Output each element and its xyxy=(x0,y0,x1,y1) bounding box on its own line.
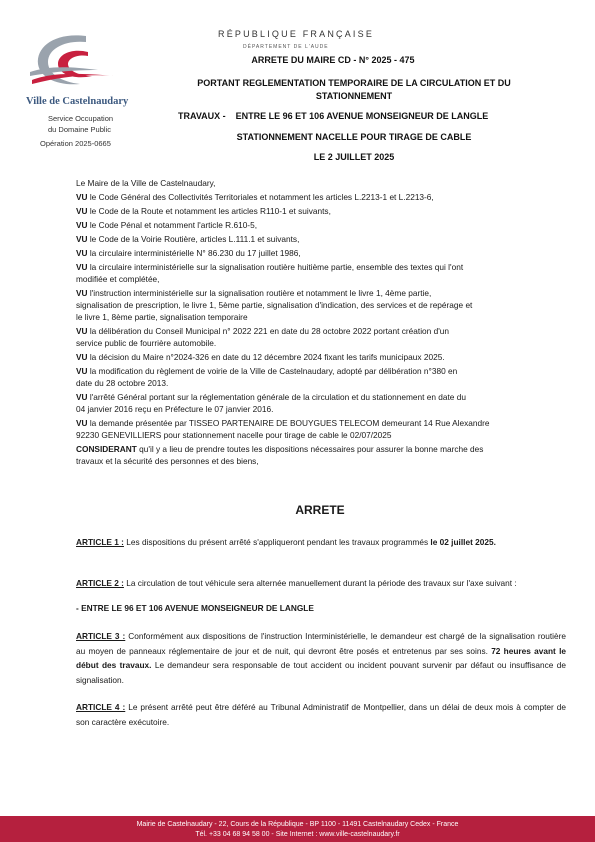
castelnaudary-logo xyxy=(28,30,118,92)
considerant-line-cont: travaux et la sécurité des personnes et des biens, xyxy=(76,456,259,466)
decree-title-line2: STATIONNEMENT xyxy=(315,91,393,101)
vu-line: VU la demande présentée par TISSEO PARTENAIRE DE BOUYGUES TELECOM demeurant 14 Rue Alexandre xyxy=(76,418,490,428)
vu-line: VU la décision du Maire n°2024-326 en date du 12 décembre 2024 fixant les tarifs municipaux 2025. xyxy=(76,352,445,362)
considerant-line: CONSIDERANT qu'il y a lieu de prendre toutes les dispositions nécessaires pour assurer la bonne marche des xyxy=(76,444,484,454)
decree-number: ARRETE DU MAIRE CD - N° 2025 - 475 xyxy=(251,55,415,65)
decree-date: LE 2 JUILLET 2025 xyxy=(313,152,395,162)
footer-address: Mairie de Castelnaudary - 22, Cours de la République - BP 1100 - 11491 Castelnaudary Cedex - France xyxy=(136,821,459,828)
intro-line: Le Maire de la Ville de Castelnaudary, xyxy=(76,178,216,188)
article-4: ARTICLE 4 : Le présent arrêté peut être déféré au Tribunal Administratif de Montpellier, dans un délai de deux mois à compter de son caractère exécutoire. xyxy=(76,702,566,727)
republic-heading: RÉPUBLIQUE FRANÇAISE xyxy=(218,29,375,39)
vu-label: VU xyxy=(76,192,88,202)
footer-band xyxy=(0,816,595,842)
vu-line: VU la circulaire interministérielle sur la signalisation routière huitième partie, ensemble des textes qui l'ont xyxy=(76,262,464,272)
vu-line-cont: 92230 GENEVILLIERS pour stationnement nacelle pour tirage de cable le 02/07/2025 xyxy=(76,430,392,440)
vu-line-cont: modifiée et complétée, xyxy=(76,274,160,284)
article-3: ARTICLE 3 : Conformément aux dispositions de l'instruction Interministérielle, le demandeur est chargé de la signalisation routière au moyen de panneaux réglementaire de jour et de nuit, qui devront être posés et entretenus par ses soins. 72 heures avant le début des travaux. Le demandeur sera responsable de tout accident ou incident pouvant survenir par défaut ou insuffisance de signalisation. xyxy=(76,631,566,685)
vu-label: VU xyxy=(76,234,88,244)
article-2-item: - ENTRE LE 96 ET 106 AVENUE MONSEIGNEUR DE LANGLE xyxy=(76,603,314,613)
vu-line: VU le Code Général des Collectivités Territoriales et notamment les articles L.2213-1 et L.2213-6, xyxy=(76,192,434,202)
vu-line: VU le Code de la Route et notamment les articles R110-1 et suivants, xyxy=(76,206,331,216)
vu-line-cont: 04 janvier 2016 reçu en Préfecture le 07 janvier 2016. xyxy=(76,404,274,414)
article-2-label: ARTICLE 2 : xyxy=(76,578,124,588)
vu-line-cont: service public de fourrière automobile. xyxy=(76,338,217,348)
article-2: ARTICLE 2 : La circulation de tout véhicule sera alternée manuellement durant la période des travaux sur l'axe suivant : xyxy=(76,578,517,588)
decree-title-line1: PORTANT REGLEMENTATION TEMPORAIRE DE LA CIRCULATION ET DU xyxy=(197,78,511,88)
vu-line: VU le Code Pénal et notamment l'article R.610-5, xyxy=(76,220,257,230)
vu-label: VU xyxy=(76,248,88,258)
operation-number: Opération 2025-0665 xyxy=(40,139,111,148)
decree-subject: STATIONNEMENT NACELLE POUR TIRAGE DE CABLE xyxy=(236,132,472,142)
article-1: ARTICLE 1 : Les dispositions du présent arrêté s'appliqueront pendant les travaux programmés le 02 juillet 2025. xyxy=(76,537,496,547)
arrete-heading: ARRETE xyxy=(295,503,345,517)
vu-label: VU xyxy=(76,366,88,376)
vu-label: VU xyxy=(76,418,88,428)
vu-label: VU xyxy=(76,206,88,216)
department-heading: DÉPARTEMENT DE L'AUDE xyxy=(243,44,329,50)
service-label-line1: Service Occupation xyxy=(48,114,114,123)
vu-line: VU la modification du règlement de voirie de la Ville de Castelnaudary, adopté par délibération n°380 en xyxy=(76,366,458,376)
vu-line: VU la circulaire interministérielle N° 86.230 du 17 juillet 1986, xyxy=(76,248,301,258)
vu-line-cont: signalisation de prescription, le livre 1, 5ème partie, signalisation d'indication, des services et de repérage et xyxy=(76,300,473,310)
footer-contact: Tél. +33 04 68 94 58 00 - Site Internet : www.ville-castelnaudary.fr xyxy=(195,831,400,838)
vu-label: VU xyxy=(76,392,88,402)
vu-label: VU xyxy=(76,352,88,362)
city-name: Ville de Castelnaudary xyxy=(26,96,129,107)
vu-line: VU la délibération du Conseil Municipal n° 2022 221 en date du 28 octobre 2022 portant création d'un xyxy=(76,326,450,336)
vu-label: VU xyxy=(76,288,88,298)
vu-line: VU l'arrêté Général portant sur la réglementation générale de la circulation et du stationnement en date du xyxy=(76,392,466,402)
article-3-label: ARTICLE 3 : xyxy=(76,631,126,641)
vu-line: VU le Code de la Voirie Routière, articles L.111.1 et suivants, xyxy=(76,234,300,244)
vu-label: VU xyxy=(76,326,88,336)
works-location: TRAVAUX - ENTRE LE 96 ET 106 AVENUE MONSEIGNEUR DE LANGLE xyxy=(178,111,489,121)
vu-label: VU xyxy=(76,220,88,230)
service-label-line2: du Domaine Public xyxy=(48,125,111,134)
vu-line-cont: date du 28 octobre 2013. xyxy=(76,378,169,388)
vu-line: VU l'instruction interministérielle sur la signalisation routière et notamment le livre 1, 4ème partie, xyxy=(76,288,432,298)
article-4-label: ARTICLE 4 : xyxy=(76,702,126,712)
article-1-label: ARTICLE 1 : xyxy=(76,537,124,547)
considerant-label: CONSIDERANT xyxy=(76,444,137,454)
vu-line-cont: le livre 1, 8ème partie, signalisation temporaire xyxy=(76,312,248,322)
vu-label: VU xyxy=(76,262,88,272)
